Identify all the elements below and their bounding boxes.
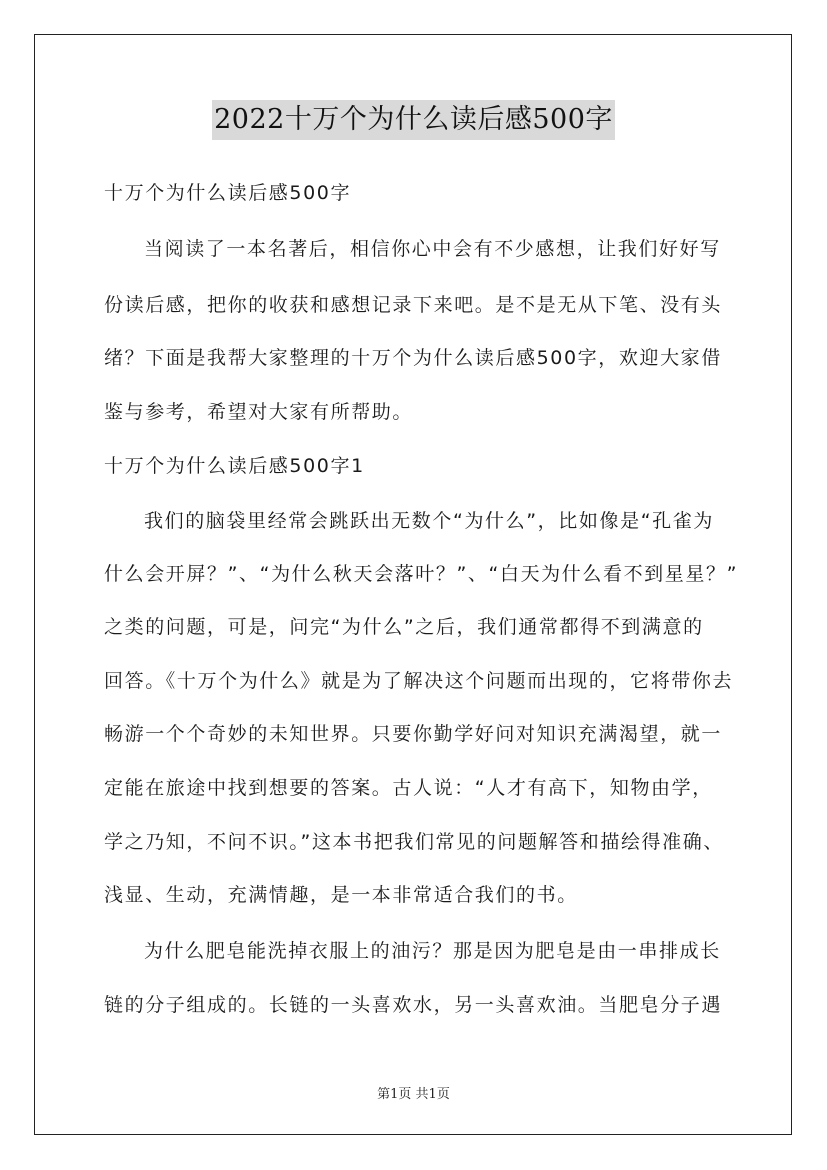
body-line: 为什么肥皂能洗掉衣服上的油污？那是因为肥皂是由一串排成长 (144, 940, 721, 962)
title-container (0, 100, 827, 140)
page-footer: 第1页 共1页 (377, 1087, 450, 1102)
body-line: 畅游一个个奇妙的未知世界。只要你勤学好问对知识充满渴望，就一 (104, 723, 723, 745)
document-title: 2022十万个为什么读后感500字 (212, 100, 615, 140)
section-heading: 十万个为什么读后感500字1 (104, 455, 365, 477)
body-line: 浅显、生动，充满情趣，是一本非常适合我们的书。 (104, 884, 578, 906)
body-line: 链的分子组成的。长链的一头喜欢水，另一头喜欢油。当肥皂分子遇 (104, 994, 723, 1016)
intro-line: 份读后感，把你的收获和感想记录下来吧。是不是无从下笔、没有头 (104, 294, 723, 316)
body-line: 什么会开屏？”、“为什么秋天会落叶？”、“白天为什么看不到星星？” (104, 563, 739, 585)
subtitle: 十万个为什么读后感500字 (104, 182, 352, 204)
body-line: 之类的问题，可是，问完“为什么”之后，我们通常都得不到满意的 (104, 616, 704, 638)
intro-line: 鉴与参考，希望对大家有所帮助。 (104, 401, 414, 423)
body-line: 我们的脑袋里经常会跳跃出无数个“为什么”，比如像是“孔雀为 (144, 510, 714, 532)
intro-line: 当阅读了一本名著后，相信你心中会有不少感想，让我们好好写 (144, 238, 721, 260)
body-line: 学之乃知，不问不识。”这本书把我们常见的问题解答和描绘得准确、 (104, 831, 724, 853)
body-line: 回答。《十万个为什么》就是为了解决这个问题而出现的，它将带你去 (104, 670, 734, 692)
intro-line: 绪？下面是我帮大家整理的十万个为什么读后感500字，欢迎大家借 (104, 347, 722, 369)
body-line: 定能在旅途中找到想要的答案。古人说：“人才有高下，知物由学， (104, 777, 713, 799)
